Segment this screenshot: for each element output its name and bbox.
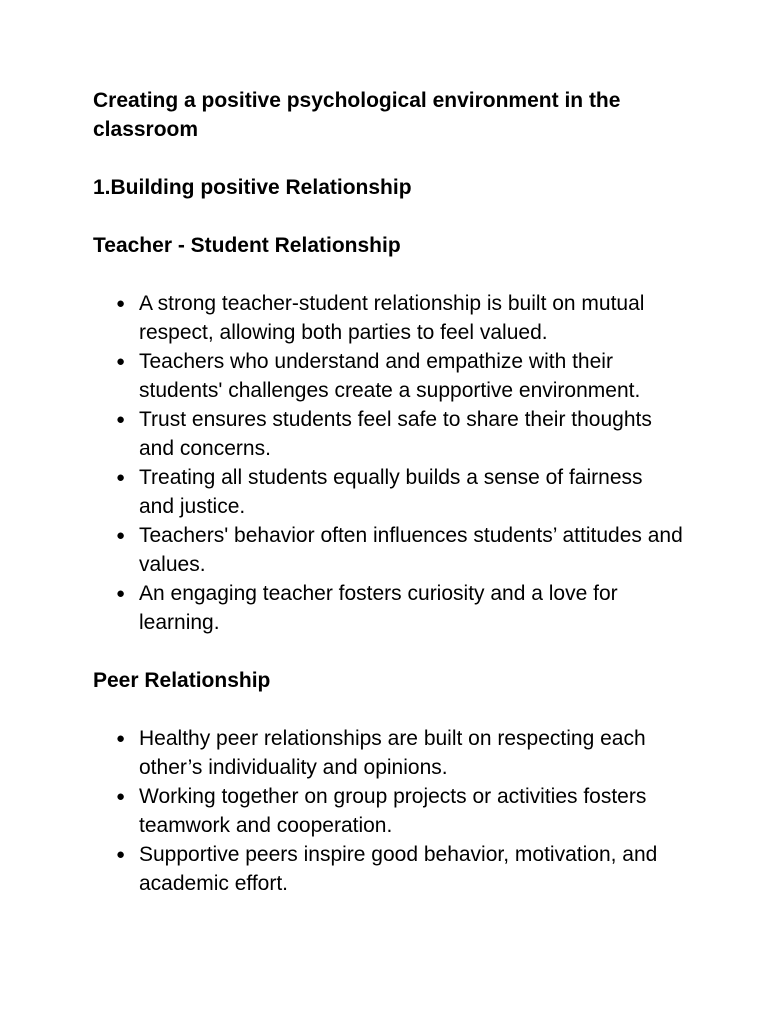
list-item (93, 840, 683, 898)
section-heading-building-relationship: 1.Building positive Relationship (93, 176, 412, 199)
spacer (93, 695, 683, 724)
bullet-icon: ● (116, 353, 126, 370)
bullet-icon: ● (116, 295, 126, 312)
list-item (93, 405, 683, 463)
subheading-teacher-student: Teacher - Student Relationship (93, 234, 401, 257)
spacer (93, 144, 683, 173)
peer-list (93, 724, 683, 898)
list-item (93, 782, 683, 840)
list-item-text: A strong teacher-student relationship is built on mutual respect, allowing both parties to feel valued. (139, 292, 645, 344)
document-title: Creating a positive psychological environment in the classroom (93, 89, 621, 141)
list-item (93, 289, 683, 347)
spacer (93, 202, 683, 231)
list-item-text: Healthy peer relationships are built on respecting each other’s individuality and opinions. (139, 727, 646, 779)
bullet-icon: ● (116, 469, 126, 486)
list-item-text: Teachers' behavior often influences students’ attitudes and values. (139, 524, 683, 576)
bullet-icon: ● (116, 411, 126, 428)
list-item-text: Treating all students equally builds a sense of fairness and justice. (139, 466, 643, 518)
list-item (93, 347, 683, 405)
spacer (93, 637, 683, 666)
bullet-icon: ● (116, 846, 126, 863)
subheading-peer: Peer Relationship (93, 669, 271, 692)
list-item-text: Teachers who understand and empathize with their students' challenges create a supportive environment. (139, 350, 641, 402)
list-item-text: Working together on group projects or activities fosters teamwork and cooperation. (139, 785, 647, 837)
bullet-icon: ● (116, 585, 126, 602)
bullet-icon: ● (116, 730, 126, 747)
list-item (93, 463, 683, 521)
spacer (93, 260, 683, 289)
bullet-icon: ● (116, 788, 126, 805)
bullet-icon: ● (116, 527, 126, 544)
list-item-text: Trust ensures students feel safe to share their thoughts and concerns. (139, 408, 652, 460)
list-item (93, 579, 683, 637)
list-item-text: An engaging teacher fosters curiosity and a love for learning. (139, 582, 618, 634)
list-item-text: Supportive peers inspire good behavior, motivation, and academic effort. (139, 843, 658, 895)
list-item (93, 724, 683, 782)
document-page (93, 86, 683, 898)
teacher-student-list (93, 289, 683, 637)
list-item (93, 521, 683, 579)
